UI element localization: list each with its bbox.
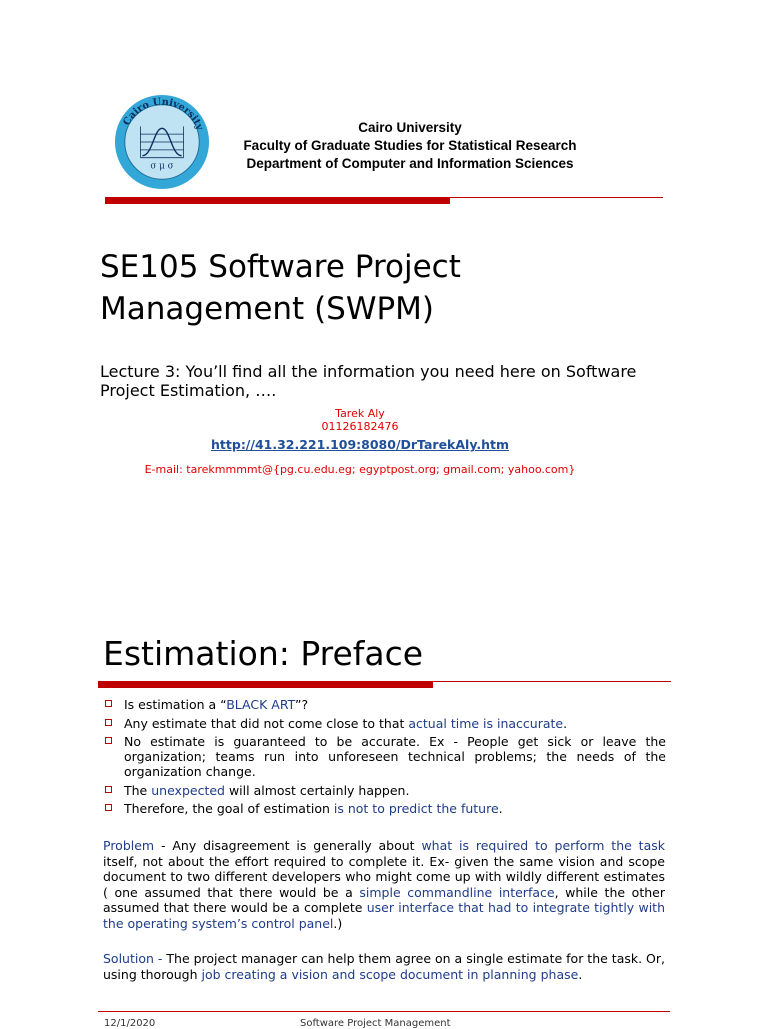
- footer-divider: [98, 1011, 670, 1012]
- university-seal-logo: [113, 93, 211, 191]
- bullet-item: Any estimate that did not come close to that actual time is inaccurate.: [104, 716, 666, 731]
- university-name: Cairo University: [358, 120, 462, 135]
- department-name: Department of Computer and Information Sciences: [246, 156, 574, 171]
- faculty-name: Faculty of Graduate Studies for Statistical Research: [243, 138, 577, 153]
- homepage-link[interactable]: http://41.32.221.109:8080/DrTarekAly.htm: [211, 437, 509, 452]
- logo-arc-text: Cairo University: [121, 96, 206, 132]
- author-name: Tarek Aly: [335, 407, 385, 420]
- bullet-item: Is estimation a “BLACK ART”?: [104, 697, 666, 712]
- problem-paragraph: Problem - Any disagreement is generally about what is required to perform the task itself, not about the effort required to complete it. Ex- given the same vision and scope document to two different developers who might come up with wildly different estimates ( one assumed that there would be a simple commandline interface, while the other assumed that there would be a complete user interface that had to integrate tightly with the operating system’s control panel.): [103, 838, 665, 931]
- bullet-item: The unexpected will almost certainly happen.: [104, 783, 666, 798]
- square-bullet-icon: [105, 700, 112, 707]
- course-title: SE105 Software Project Management (SWPM): [100, 249, 461, 327]
- author-email: E-mail: tarekmmmmt@{pg.cu.edu.eg; egyptpost.org; gmail.com; yahoo.com}: [144, 463, 576, 476]
- logo-greek-text: σ μ σ: [150, 161, 174, 172]
- lecture-subtitle: Lecture 3: You’ll find all the information you need here on Software Project Estimation, ….: [100, 362, 637, 400]
- author-phone: 01126182476: [321, 420, 399, 433]
- square-bullet-icon: [105, 719, 112, 726]
- title-divider-thick: [98, 681, 433, 688]
- footer-date: 12/1/2020: [104, 1018, 156, 1029]
- header-divider-thick: [105, 197, 450, 204]
- bullet-item: No estimate is guaranteed to be accurate. Ex - People get sick or leave the organization; teams run into unforeseen technical problems; the needs of the organization change.: [104, 734, 666, 779]
- bullet-item: Therefore, the goal of estimation is not to predict the future.: [104, 801, 666, 816]
- bullet-list: [104, 697, 666, 820]
- square-bullet-icon: [105, 786, 112, 793]
- header-divider-thin: [450, 197, 663, 198]
- solution-paragraph: Solution - The project manager can help them agree on a single estimate for the task. Or, using thorough job creating a vision and scope document in planning phase.: [103, 951, 666, 982]
- square-bullet-icon: [105, 804, 112, 811]
- title-divider-thin: [433, 681, 671, 682]
- square-bullet-icon: [105, 737, 112, 744]
- slide-title: Estimation: Preface: [103, 634, 424, 673]
- footer-course: Software Project Management: [300, 1018, 451, 1029]
